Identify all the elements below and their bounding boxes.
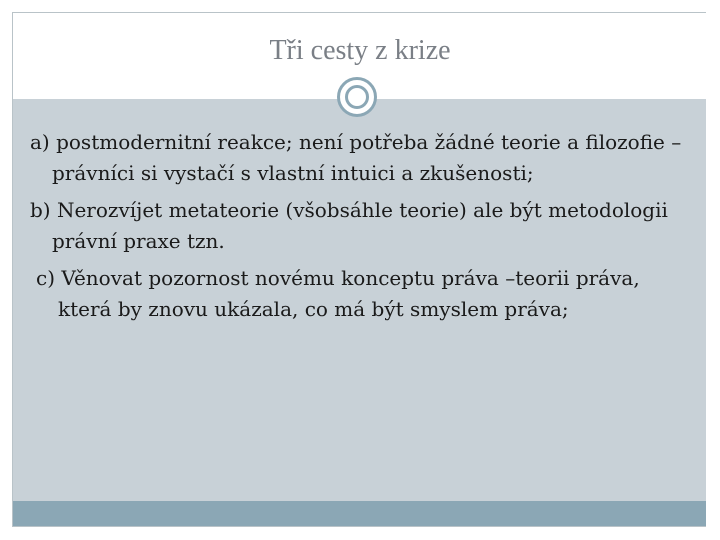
slide-body	[30, 127, 690, 331]
slide-title: Tři cesty z krize	[269, 35, 451, 66]
list-item-a: a) postmodernitní reakce; není potřeba žádné teorie a filozofie – právníci si vystačí s vlastní intuici a zkušenosti;	[30, 130, 682, 185]
circle-ornament-icon	[337, 77, 377, 117]
circle-ornament-inner	[345, 85, 369, 109]
footer-bar	[13, 501, 706, 526]
list-item-b: b) Nerozvíjet metateorie (všobsáhle teorie) ale být metodologii právní praxe tzn.	[30, 198, 668, 253]
list-item-c: c) Věnovat pozornost novému konceptu práva –teorii práva, která by znovu ukázala, co má být smyslem práva;	[36, 266, 640, 321]
